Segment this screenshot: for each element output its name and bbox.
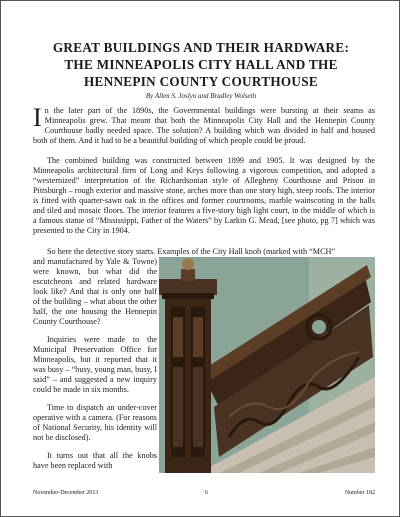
drop-cap: I: [33, 103, 42, 132]
footer-issue-number: Number 182: [344, 490, 375, 496]
staircase-photo: [159, 257, 375, 473]
paragraph-operative: Time to dispatch an under-cover operative with a camera. (For reasons of National Security, his identity will not be disclosed).: [33, 403, 157, 442]
lead-text: n the later part of the 1890s, the Governmental buildings were bursting at their seams as Minneapolis grew. That meant that both the Minneapolis City Hall and the Hennepin County Courthouse badly needed space. The solution? A building which was divided in half and housed both of them. And it had to be a beautiful building of which people could be proud.: [33, 106, 375, 145]
paragraph-detective-intro: So here the detective story starts. Examples of the City Hall knob (marked with “MCH”: [47, 247, 336, 256]
article-title: [21, 39, 381, 90]
footer-page-number: 6: [205, 490, 208, 496]
byline: By Allen S. Joslyn and Bradley Wolseth: [145, 92, 257, 100]
title-line-3: HENNEPIN COUNTY COURTHOUSE: [84, 74, 318, 89]
footer-issue-date: November-December 2013: [33, 490, 99, 496]
narrow-column: [33, 257, 157, 479]
staircase-illustration: [159, 257, 375, 473]
paragraph-knobs-replaced: It turns out that all the knobs have been replaced with: [33, 451, 157, 470]
title-line-2: THE MINNEAPOLIS CITY HALL AND THE: [64, 57, 338, 72]
paragraph-knob: and manufactured by Yale & Towne) were known, but what did the escutcheons and related hardware look like? And that is only one half of the building – what about the other half, the one housing the Hennepin County Courthouse?: [33, 257, 157, 326]
lead-paragraph: [33, 103, 375, 146]
title-line-1: GREAT BUILDINGS AND THEIR HARDWARE:: [52, 40, 350, 55]
paragraph-inquiries: Inquiries were made to the Municipal Preservation Office for Minneapolis, but it reported that it was busy – “busy, young man, busy, I said” – and suggested a new inquiry could be made in six months.: [33, 335, 157, 394]
paragraph-construction: The combined building was constructed between 1899 and 1905. It was designed by the Minneapolis architectural firm of Long and Keys following a vigorous competition, and adopted a “westernized” interpretation of the Richardsonian style of Allegheny Courthouse and Prison in Pittsburgh – rough exterior and massive stone, arches more than one story high, steep roofs. The interior is fitted with quarter-sawn oak in the offices and former courtrooms, marble wainscoting in the halls and tiled and mosaic floors. The interior features a five-story high light court, in the middle of which is a famous statue of “Mississippi, Father of the Waters” by Larkin G. Mead, [see photo, pg 7] which was presented to the City in 1904.: [33, 156, 375, 235]
